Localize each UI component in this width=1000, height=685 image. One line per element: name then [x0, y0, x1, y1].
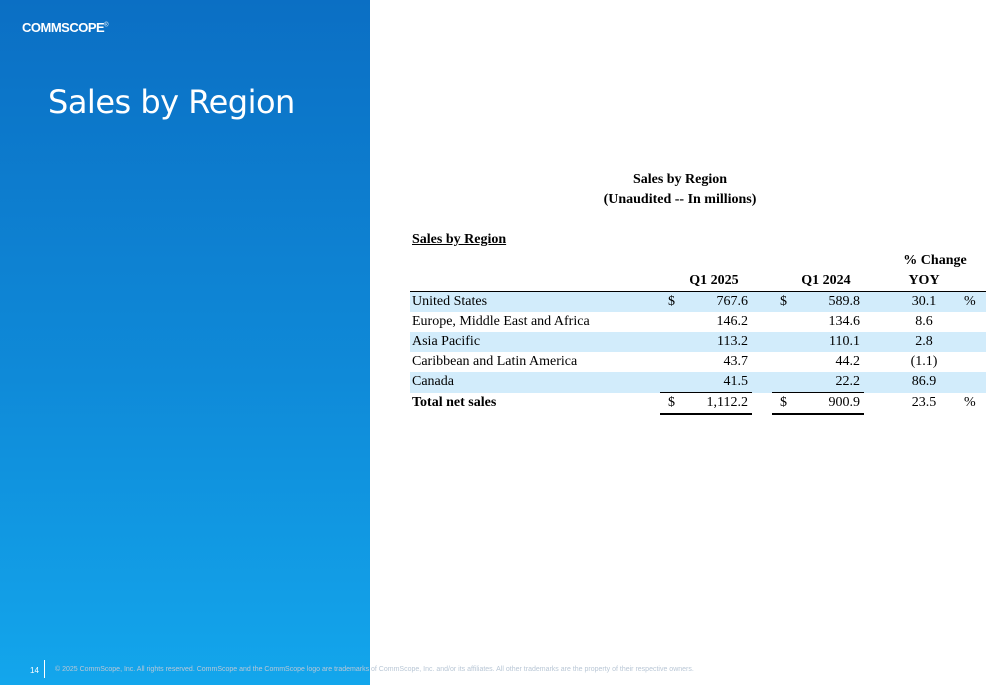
currency-symbol: [660, 312, 680, 332]
currency-symbol: $: [660, 393, 680, 415]
q1-2025-value: 113.2: [680, 332, 752, 352]
percent-unit: %: [964, 395, 976, 411]
table-row: [410, 292, 986, 313]
q1-2025-value: 43.7: [723, 354, 748, 369]
yoy-value: 86.9: [884, 372, 964, 393]
yoy-value: (1.1): [910, 354, 938, 369]
table-row: [410, 352, 986, 372]
percent-unit: [964, 372, 986, 393]
currency-symbol: $: [772, 393, 792, 415]
region-label: Europe, Middle East and Africa: [412, 314, 590, 329]
q1-2025-value: 146.2: [716, 314, 748, 329]
percent-unit: %: [964, 292, 986, 313]
currency-symbol: $: [660, 292, 680, 313]
slide-title: Sales by Region: [48, 83, 295, 121]
yoy-value: 30.1: [884, 292, 964, 313]
total-q1-2025: 1,112.2: [680, 393, 752, 415]
currency-symbol: [772, 372, 792, 393]
currency-symbol: $: [772, 292, 792, 313]
commscope-logo: [22, 20, 108, 35]
q1-2024-header: Q1 2024: [792, 271, 864, 292]
percent-unit: [964, 352, 986, 372]
currency-symbol: [660, 372, 680, 393]
q1-2024-value: 44.2: [835, 354, 860, 369]
region-label: Caribbean and Latin America: [412, 354, 578, 369]
table-row: [410, 332, 986, 352]
page-number: 14: [30, 666, 39, 675]
q1-2024-value: 589.8: [792, 292, 864, 313]
q1-2024-value: 110.1: [792, 332, 864, 352]
currency-symbol: [660, 332, 680, 352]
q1-2024-value: 22.2: [792, 372, 864, 393]
footer-divider: [44, 660, 45, 678]
q1-2025-header: Q1 2025: [680, 271, 752, 292]
table-row: [410, 372, 986, 393]
total-label: Total net sales: [412, 395, 497, 411]
header-row: [410, 271, 986, 292]
yoy-value: 2.8: [884, 332, 964, 352]
q1-2025-value: 41.5: [680, 372, 752, 393]
yoy-value: 8.6: [915, 314, 933, 329]
currency-symbol: [660, 352, 680, 372]
region-label: Canada: [410, 372, 660, 393]
logo-mark: ®: [104, 22, 109, 29]
logo-text: COMMSCOPE: [22, 20, 105, 35]
total-yoy: 23.5: [911, 395, 937, 411]
report-subtitle: (Unaudited -- In millions): [603, 192, 757, 207]
percent-unit: [964, 332, 986, 352]
pct-change-header: % Change: [903, 253, 967, 268]
yoy-header: YOY: [884, 271, 964, 292]
currency-symbol: [772, 312, 792, 332]
region-label: Asia Pacific: [410, 332, 660, 352]
q1-2025-value: 767.6: [680, 292, 752, 313]
report-title: Sales by Region: [632, 172, 728, 187]
sales-table: [410, 251, 986, 415]
currency-symbol: [772, 332, 792, 352]
section-heading: Sales by Region: [412, 232, 507, 247]
currency-symbol: [772, 352, 792, 372]
copyright-notice: © 2025 CommScope, Inc. All rights reserved. CommScope and the CommScope logo are trademarks of CommScope, Inc. and/or its affiliates. All other trademarks are the property of their respective owners.: [55, 666, 694, 673]
left-panel: [0, 0, 370, 685]
total-row: [410, 393, 986, 415]
q1-2024-value: 134.6: [828, 314, 860, 329]
header-row-top: [410, 251, 986, 271]
total-q1-2024: 900.9: [792, 393, 864, 415]
percent-unit: [964, 312, 986, 332]
region-label: United States: [410, 292, 660, 313]
table-row: [410, 312, 986, 332]
